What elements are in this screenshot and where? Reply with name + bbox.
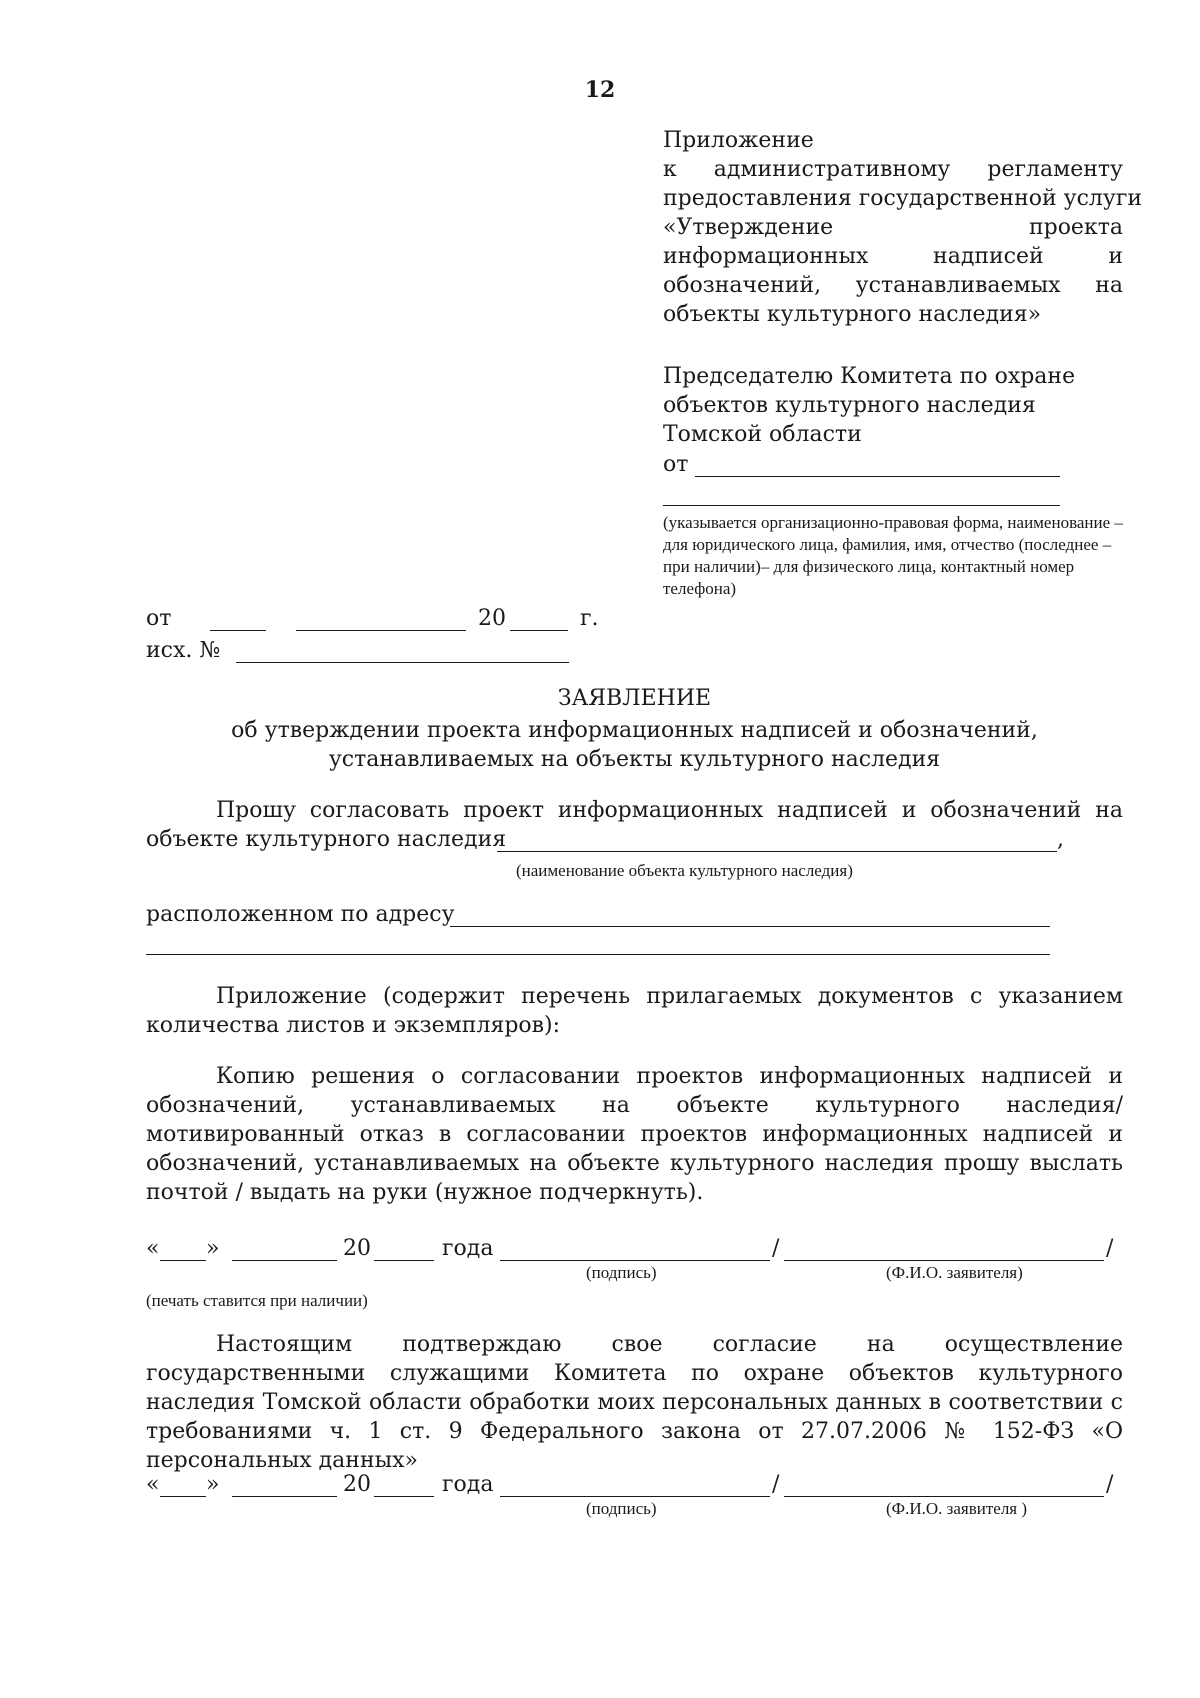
request-line-1: Прошу согласовать проект информационных надписей и обозначений на (216, 798, 1123, 823)
sign2-day-line[interactable] (160, 1496, 206, 1497)
page-number: 12 (584, 77, 616, 103)
seal-note: (печать ставится при наличии) (146, 1291, 368, 1310)
sign2-name-hint: (Ф.И.О. заявителя ) (886, 1499, 1028, 1518)
address-input-line-1[interactable] (450, 926, 1050, 927)
sign2-year-prefix: 20 (343, 1472, 371, 1497)
day-input-line[interactable] (210, 630, 266, 631)
copy-paragraph: Копию решения о согласовании проектов информационных надписей и обозначений, устанавливаемых на объекте культурного наследия/ мотивированный отказ в согласовании проектов информационных надписей и обозначений, устанавливаемых на объекте культурного наследия прошу выслать почтой / выдать на руки (нужное подчеркнуть). (146, 1064, 1123, 1205)
request-line-2-end: , (1057, 827, 1064, 852)
sign2-year-label: года (442, 1472, 494, 1497)
sign2-name-line[interactable] (784, 1496, 1104, 1497)
appendix-header (663, 126, 1143, 329)
addressee-hint: (указывается организационно-правовая форма, наименование – для юридического лица, фамилия, имя, отчество (последнее – при наличии)– для физического лица, контактный номер телефона) (663, 513, 1123, 598)
attachment-paragraph: Приложение (содержит перечень прилагаемых документов с указанием количества листов и экземпляров): (146, 984, 1123, 1038)
header-line: предоставления государственной услуги (663, 186, 1143, 211)
header-line: обозначений, устанавливаемых на (663, 273, 1123, 298)
addressee-line: Томской области (663, 422, 862, 447)
sign1-quote-open: « (146, 1236, 160, 1261)
sign1-year-line[interactable] (374, 1260, 434, 1261)
sign1-slash-end: / (1106, 1236, 1114, 1261)
address-input-line-2[interactable] (146, 954, 1050, 955)
sign1-signature-hint: (подпись) (586, 1263, 657, 1282)
header-line: объекты культурного наследия» (663, 302, 1042, 327)
sign2-month-line[interactable] (232, 1496, 337, 1497)
sign1-name-hint: (Ф.И.О. заявителя) (886, 1263, 1023, 1282)
addressee-line: Председателю Комитета по охране (663, 364, 1076, 389)
out-number-label: исх. № (146, 638, 221, 663)
request-line-2: объекте культурного наследия (146, 827, 507, 852)
consent-paragraph: Настоящим подтверждаю свое согласие на осуществление государственными служащими Комитета по охране объектов культурного наследия Томской области обработки моих персональных данных в соответствии с требованиями ч. 1 ст. 9 Федерального закона от 27.07.2006 № 152-ФЗ «О персональных данных» (146, 1332, 1123, 1473)
applicant-input-line-2[interactable] (663, 505, 1060, 506)
header-line: «Утверждение проекта (663, 215, 1123, 240)
year-input-line[interactable] (510, 630, 568, 631)
date-from-label: от (146, 606, 172, 631)
heritage-object-input-line[interactable] (497, 851, 1057, 852)
sign2-quote-open: « (146, 1472, 160, 1497)
document-subtitle: об утверждении проекта информационных надписей и обозначений, устанавливаемых на объекты культурного наследия (231, 718, 1038, 772)
sign1-slash: / (772, 1236, 780, 1261)
applicant-input-line-1[interactable] (695, 476, 1060, 477)
header-line: к административному регламенту (663, 157, 1123, 182)
header-line: информационных надписей и (663, 244, 1123, 269)
sign1-name-line[interactable] (784, 1260, 1104, 1261)
sign2-year-line[interactable] (374, 1496, 434, 1497)
sign2-slash: / (772, 1472, 780, 1497)
addressee-from-label: от (663, 452, 689, 477)
sign1-day-line[interactable] (160, 1260, 206, 1261)
sign2-quote-close: » (206, 1472, 220, 1497)
addressee-line: объектов культурного наследия (663, 393, 1036, 418)
document-title: ЗАЯВЛЕНИЕ (557, 686, 712, 711)
date-year-suffix: г. (580, 606, 599, 631)
sign2-signature-line[interactable] (500, 1496, 770, 1497)
sign1-signature-line[interactable] (500, 1260, 770, 1261)
sign1-quote-close: » (206, 1236, 220, 1261)
sign1-year-label: года (442, 1236, 494, 1261)
sign1-month-line[interactable] (232, 1260, 337, 1261)
addressee-block (663, 362, 1133, 449)
sign2-slash-end: / (1106, 1472, 1114, 1497)
header-line: Приложение (663, 128, 814, 153)
out-number-input-line[interactable] (236, 662, 569, 663)
address-label: расположенном по адресу (146, 902, 455, 927)
sign2-signature-hint: (подпись) (586, 1499, 657, 1518)
heritage-object-hint: (наименование объекта культурного наследия) (516, 861, 853, 880)
date-year-prefix: 20 (478, 606, 506, 631)
month-input-line[interactable] (296, 630, 466, 631)
sign1-year-prefix: 20 (343, 1236, 371, 1261)
